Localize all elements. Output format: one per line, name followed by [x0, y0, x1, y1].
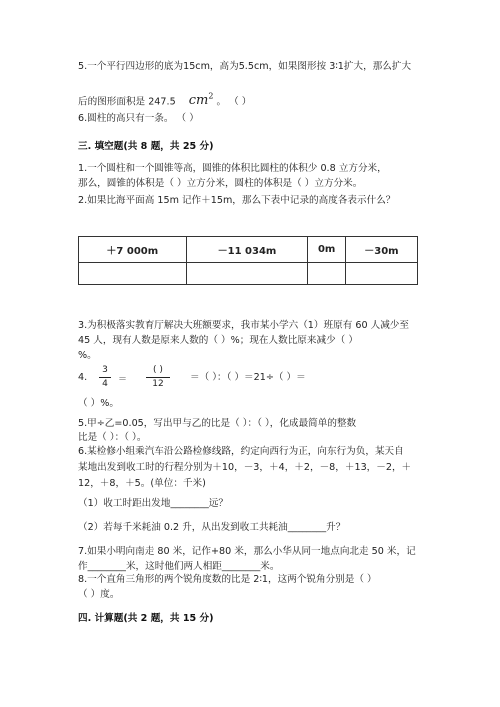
table-cell-blank [186, 263, 308, 285]
f1-line1: 1.一个圆柱和一个圆锥等高，圆锥的体积比圆柱的体积少 0.8 立方分米， [78, 163, 387, 174]
table-cell: －30m [345, 237, 417, 263]
equals-sign: ＝ [118, 375, 128, 385]
fraction-bar [146, 377, 170, 378]
q6-line: 6.圆柱的高只有一条。 （ ） [78, 113, 199, 124]
f1-line2: 那么，圆锥的体积是（ ）立方分米，圆柱的体积是（ ）立方分米。 [78, 178, 363, 189]
section3-title: 三. 填空题(共 8 题，共 25 分) [78, 141, 214, 152]
table-cell-blank [345, 263, 417, 285]
f5-line2: 比是（ ）：（ ）。 [78, 432, 147, 443]
f5-line1: 5.甲÷乙=0.05，写出甲与乙的比是（ ）：（ ），化成最简单的整数 [78, 418, 357, 429]
f7-line2: 作________米，这时他们两人相距________米。 [78, 561, 280, 572]
f3-line3: %。 [78, 350, 97, 361]
f6-line1: 6.某检修小组乘汽车沿公路检修线路，约定向西行为正，向东行为负，某天自 [78, 446, 404, 457]
height-table [78, 236, 418, 285]
f6-line2: 某地出发到收工时的行程分别为＋10，－3，＋4，＋2，－8，＋13，－2，＋ [78, 462, 412, 473]
table-cell-blank [308, 263, 346, 285]
f6-sub1: （1）收工时距出发地________远？ [78, 498, 229, 509]
unit-cm-squared: $cm^2$ [188, 92, 214, 109]
q5-tail: 。 （ ） [216, 96, 252, 108]
fraction-numerator: 3 [102, 365, 108, 375]
section4-title: 四. 计算题(共 2 题，共 15 分) [78, 613, 214, 624]
fraction-denominator-12: 12 [152, 379, 164, 389]
q5-line2 [78, 91, 251, 108]
f8-line2: （ ）度。 [78, 589, 120, 600]
f4-label: 4. [78, 372, 88, 383]
f3-line2: 45 人，现有人数是原来人数的（ ）%；现在人数比原来减少（ ） [78, 335, 358, 346]
f2-line1: 2.如果比海平面高 15m 记作＋15m，那么下表中记录的高度各表示什么？ [78, 195, 396, 206]
f8-line1: 8.一个直角三角形的两个锐角度数的比是 2∶1，这两个锐角分别是（ ） [78, 574, 377, 585]
f7-line1: 7.如果小明向南走 80 米，记作+80 米，那么小华从同一地点向北走 50 米，记 [78, 546, 416, 557]
fraction-blank-numerator: ( ) [153, 365, 163, 375]
table-cell-blank [79, 263, 187, 285]
f3-line1: 3.为积极落实教育厅解决大班额要求，我市某小学六（1）班原有 60 人减少至 [78, 320, 409, 331]
table-cell: －11 034m [186, 237, 308, 263]
f6-sub2: （2）若每千米耗油 0.2 升，从出发到收工共耗油________升？ [78, 522, 346, 533]
f6-line3: 12，＋8，＋5。(单位：千米) [78, 478, 206, 489]
fraction-denominator: 4 [102, 379, 108, 389]
q5-line1: 5.一个平行四边形的底为15cm，高为5.5cm，如果图形按 3∶1扩大，那么扩大 [78, 61, 412, 72]
table-cell: ＋7 000m [79, 237, 187, 263]
fraction-bar [99, 377, 111, 378]
q5-text: 后的图形面积是 247.5 [78, 96, 176, 108]
f4-line2: （ ）%。 [78, 398, 119, 409]
table-cell: 0m [308, 237, 346, 263]
f4-rest: ＝（ ）：（ ）＝21÷（ ）＝ [190, 372, 306, 383]
